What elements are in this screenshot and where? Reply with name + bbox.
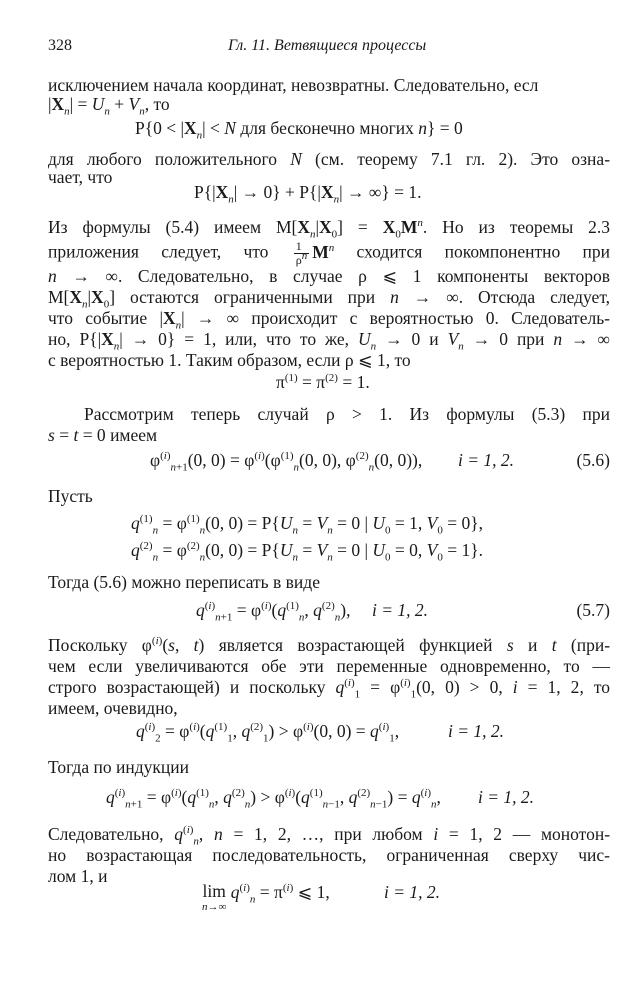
equation: $P\{0 < |X_n| < N$ для бесконечно многих n} = 0 bbox=[135, 118, 463, 142]
equation: $q^{(1)}_n = \varphi^{(1)}_n(0$, $0) = P\{U_n = V_n = 0$ | $U_0 = 1$, $V_0 = 0$}, bbox=[131, 513, 484, 537]
text-line: s = t = 0 имеем bbox=[48, 425, 158, 445]
text-line: но возрастающая последовательность, ограниченная сверху чис- bbox=[48, 845, 610, 865]
text-line: исключением начала координат, невозвратны. Следовательно, есл bbox=[48, 75, 539, 95]
equation-index: i = 1, 2. bbox=[448, 721, 505, 741]
text-line: Поскольку $\varphi^{(i)}(s$, t) является возрастающей функцией s и t (при- bbox=[48, 635, 611, 655]
equation-index: i = 1, 2. bbox=[478, 787, 535, 807]
text-line: Тогда (5.6) можно переписать в виде bbox=[48, 572, 320, 592]
equation-number: (5.6) bbox=[576, 450, 610, 470]
equation: $q^{(i)}_{n+1} = \varphi^{(i)}(q^{(1)}_n$, $q^{(2)}_n) > \varphi^{(i)}(q^{(1)}_{n-1}$, $q^{(2)}_{n-1}) = q^{(i)}_n$, bbox=[106, 787, 441, 811]
running-title: Гл. 11. Ветвящиеся процессы bbox=[228, 37, 427, 54]
text-line: с вероятностью 1. Таким образом, если ρ ⩽ 1, то bbox=[48, 350, 411, 370]
equation-index: i = 1, 2. bbox=[458, 450, 515, 470]
equation-number: (5.7) bbox=[576, 600, 610, 620]
text-line: но, $P\{|X_n| \to 0\} = 1$, или, что то же, $U_n \to 0$ и $V_n \to 0$ при n → ∞ bbox=[48, 329, 611, 353]
text-line: Рассмотрим теперь случай ρ > 1. Из формулы (5.3) при bbox=[84, 404, 610, 424]
text-line: приложения следует, что $\frac{1}{\rho^n}$ $M^n$ сходится покомпонентно при bbox=[48, 239, 611, 267]
text-line: n → ∞. Следовательно, в случае ρ ⩽ 1 компоненты векторов bbox=[48, 266, 610, 286]
equation: $q^{(i)}_2 = \varphi^{(i)}(q^{(1)}_1$, $q^{(2)}_1) > \varphi^{(i)}(0$, $0) = q^{(i)}_1$, bbox=[136, 721, 400, 745]
text-line: $M[X_n|X_0]$ остаются ограниченными при n → ∞. Отсюда следует, bbox=[48, 287, 611, 311]
page-number: 328 bbox=[48, 37, 72, 54]
equation-index: i = 1, 2. bbox=[372, 600, 429, 620]
text-line: чем если увеличиваются обе эти переменные одновременно, то — bbox=[48, 656, 610, 676]
text-line: Из формулы (5.4) имеем $M[X_n|X_0] = X_0M^n$. Но из теоремы 2.3 bbox=[48, 217, 611, 241]
text-line: что событие $|X_n|$ → ∞ происходит с вероятностью 0. Следователь- bbox=[48, 308, 611, 332]
equation: $P\{|X_n| \to 0\} + P\{|X_n|$ → ∞} = 1. bbox=[194, 182, 422, 206]
equation: lim n→∞ $q^{(i)}_n = \pi^{(i)}$ ⩽ 1, bbox=[202, 881, 330, 913]
text-line: чает, что bbox=[48, 167, 113, 187]
text-line: Следовательно, $q^{(i)}_n$, n = 1, 2, …, при любом i = 1, 2 — монотон- bbox=[48, 824, 611, 848]
equation: $\pi^{(1)} = \pi^{(2)} = 1$. bbox=[276, 372, 370, 392]
text-line: строго возрастающей) и поскольку $q^{(i)}_1 = \varphi^{(i)}_1(0$, 0) > 0, i = 1, 2, то bbox=[48, 677, 611, 701]
text-line: Пусть bbox=[48, 486, 93, 506]
text-line: $|X_n| = U_n + V_n$, то bbox=[48, 94, 170, 118]
equation-index: i = 1, 2. bbox=[384, 882, 441, 902]
text-line: лом 1, и bbox=[48, 866, 108, 886]
equation-5-6: $\varphi^{(i)}_{n+1}(0$, $0) = \varphi^{(i)}(\varphi^{(1)}_n(0$, 0), $\varphi^{(2)}_n(0$, 0)), bbox=[150, 450, 423, 474]
text-line: имеем, очевидно, bbox=[48, 698, 178, 718]
equation: $q^{(2)}_n = \varphi^{(2)}_n(0$, $0) = P\{U_n = V_n = 0$ | $U_0 = 0$, $V_0 = 1$}. bbox=[131, 540, 484, 564]
equation-5-7: $q^{(i)}_{n+1} = \varphi^{(i)}(q^{(1)}_n$, $q^{(2)}_n$), bbox=[196, 600, 351, 624]
text-line: Тогда по индукции bbox=[48, 757, 189, 777]
text-line: для любого положительного N (см. теорему 7.1 гл. 2). Это озна- bbox=[48, 149, 611, 169]
